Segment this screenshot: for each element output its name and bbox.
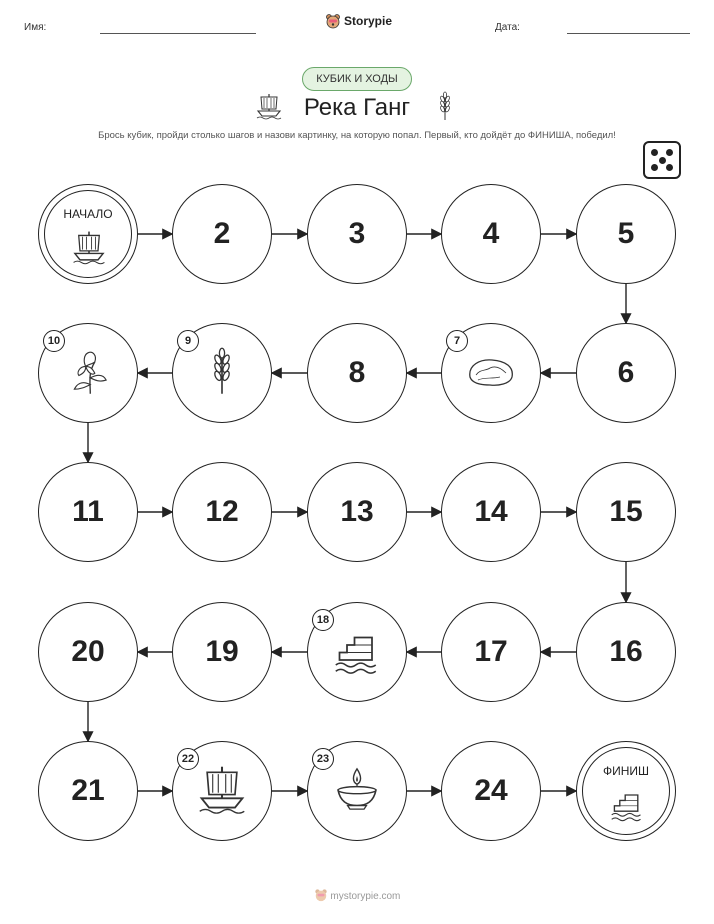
square-number: 17 — [474, 635, 508, 668]
square-3[interactable] — [307, 184, 407, 284]
square-number: 12 — [205, 495, 239, 528]
boat-icon — [71, 229, 107, 265]
start-square[interactable] — [38, 184, 138, 284]
game-type-badge: КУБИК И ХОДЫ — [302, 67, 412, 91]
square-22[interactable] — [172, 741, 272, 841]
footer-site: mystorypie.com — [330, 891, 401, 902]
square-number: 16 — [609, 635, 643, 668]
square-number: 19 — [205, 635, 239, 668]
instructions: Брось кубик, пройди столько шагов и назови картинку, на которую попал. Первый, кто дойдёт до ФИНИША, победил! — [98, 130, 616, 141]
square-11[interactable] — [38, 462, 138, 562]
ghat-steps-icon — [331, 625, 383, 680]
page-title: Река Ганг — [303, 94, 411, 121]
square-number-badge: 23 — [312, 748, 334, 770]
square-5[interactable] — [576, 184, 676, 284]
ghat-steps-icon — [609, 786, 645, 822]
square-2[interactable] — [172, 184, 272, 284]
bear-icon — [314, 888, 328, 902]
boat-icon — [196, 763, 248, 820]
finish-square[interactable] — [576, 741, 676, 841]
square-number-badge: 22 — [177, 748, 199, 770]
square-number: 14 — [474, 495, 508, 528]
square-8[interactable] — [307, 323, 407, 423]
name-label: Имя: — [24, 22, 47, 33]
square-14[interactable] — [441, 462, 541, 562]
square-18[interactable] — [307, 602, 407, 702]
square-17[interactable] — [441, 602, 541, 702]
square-23[interactable] — [307, 741, 407, 841]
square-number-badge: 7 — [446, 330, 468, 352]
square-number: 6 — [617, 356, 635, 389]
square-4[interactable] — [441, 184, 541, 284]
footer — [0, 888, 714, 902]
square-24[interactable] — [441, 741, 541, 841]
square-number: 24 — [474, 774, 508, 807]
square-number: 5 — [617, 217, 635, 250]
flower-icon — [65, 346, 111, 401]
square-number: 13 — [340, 495, 374, 528]
square-16[interactable] — [576, 602, 676, 702]
square-number-badge: 18 — [312, 609, 334, 631]
diya-lamp-icon — [331, 764, 383, 819]
square-15[interactable] — [576, 462, 676, 562]
square-12[interactable] — [172, 462, 272, 562]
square-number-badge: 9 — [177, 330, 199, 352]
square-number: 21 — [71, 774, 105, 807]
square-number: 15 — [609, 495, 643, 528]
square-number-badge: 10 — [43, 330, 65, 352]
square-number: 8 — [348, 356, 366, 389]
square-13[interactable] — [307, 462, 407, 562]
start-label: НАЧАЛО — [63, 207, 113, 221]
brand-name: Storypie — [344, 14, 393, 28]
square-number: 20 — [71, 635, 105, 668]
square-number: 2 — [213, 217, 231, 250]
wheat-icon — [209, 345, 235, 402]
square-number: 3 — [348, 217, 366, 250]
square-number: 4 — [482, 217, 500, 250]
square-6[interactable] — [576, 323, 676, 423]
square-19[interactable] — [172, 602, 272, 702]
square-number: 11 — [72, 495, 104, 528]
date-label: Дата: — [495, 22, 520, 33]
square-9[interactable] — [172, 323, 272, 423]
bread-icon — [464, 351, 518, 396]
square-21[interactable] — [38, 741, 138, 841]
finish-label: ФИНИШ — [602, 764, 650, 778]
square-10[interactable] — [38, 323, 138, 423]
square-20[interactable] — [38, 602, 138, 702]
square-7[interactable] — [441, 323, 541, 423]
